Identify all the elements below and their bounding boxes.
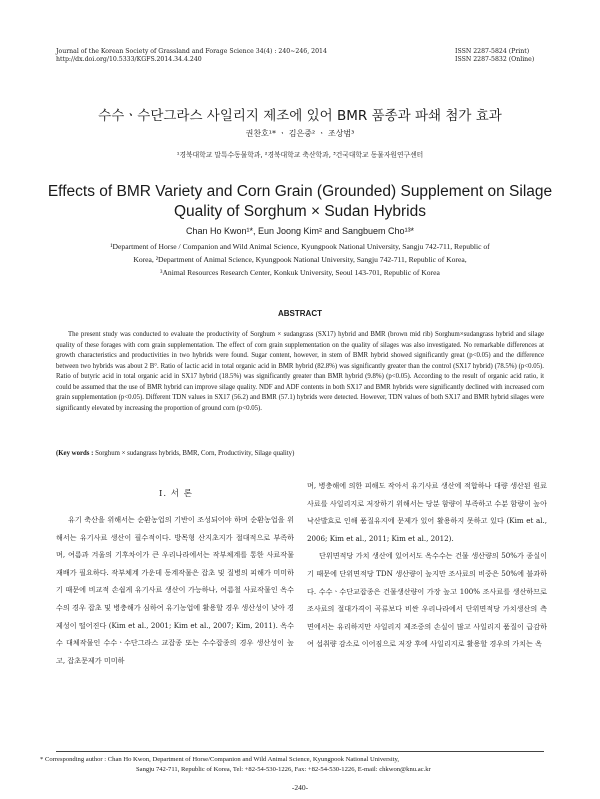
english-title — [40, 182, 560, 222]
english-affiliations — [55, 240, 545, 279]
english-title-line-2: Quality of Sorghum × Sudan Hybrids — [173, 203, 426, 220]
journal-citation: Journal of the Korean Society of Grassland and Forage Science 34(4) : 240~246, 2014 — [56, 48, 327, 55]
abstract-heading: ABSTRACT — [278, 309, 322, 318]
keywords — [56, 450, 544, 457]
korean-affiliations: ¹경북대학교 말특수동물학과, ²경북대학교 축산학과, ³건국대학교 동물자원연구센터 — [176, 151, 424, 159]
intro-paragraph-2: 단위면적당 가치 생산에 있어서도 옥수수는 건물 생산량의 50%가 종실이기 때문에 단위면적당 TDN 생산량이 높지만 조사료의 비중은 50%에 불과하다. 수수ㆍ수단교잡종은 건물생산량이 가장 높고 100% 조사료를 생산하므로 조사료의 절대가격이 곡류보다 비싼 우리나라에서 단위면적당 가치생산의 측면에서는 유리하지만 사일리지 제조중의 손실이 많고 사일리지 품질이 급감하여 섭취량 감소로 이어짐으로 저장 후에 사일리지로 활용할 경우의 가치는 옥 — [307, 551, 547, 649]
affiliation-line-1: ¹Department of Horse / Companion and Wild Animal Science, Kyungpook National University, Sangju 742-711, Republic of — [110, 242, 490, 251]
issn-online: ISSN 2287-5832 (Online) — [455, 56, 535, 63]
affiliation-line-3: ³Animal Resources Research Center, Konkuk University, Seoul 143-701, Republic of Korea — [160, 268, 440, 277]
korean-title: 수수ㆍ수단그라스 사일리지 제조에 있어 BMR 품종과 파쇄 첨가 효과 — [98, 108, 502, 124]
english-title-line-1: Effects of BMR Variety and Corn Grain (Grounded) Supplement on Silage — [47, 183, 553, 200]
intro-paragraph-continued: 며, 병충해에 의한 피해도 작아서 유기사료 생산에 적합하나 대량 생산된 원료사료를 사일리지로 저장하기 위해서는 당분 함량이 부족하고 수분 함량이 높아 낙산발효로 인해 품질유지에 문제가 있어 활용하지 못하고 있다 (Kim et al., 2006; Kim et al., 2011; Kim et al., 2012). — [307, 481, 547, 543]
section-title-introduction: Ⅰ. 서 론 — [159, 489, 193, 499]
issn-print: ISSN 2287-5824 (Print) — [455, 48, 530, 55]
english-authors: Chan Ho Kwon¹*, Eun Joong Kim² and Sangbuem Cho¹³* — [185, 226, 415, 236]
abstract-text: The present study was conducted to evaluate the productivity of Sorghum × sudangrass (SX17) hybrid and BMR (brown mid rib) Sorghum×sudangrass hybrid and silage quality of these forages with corn grain supplementation. The effect of corn grain supplementation on the quality of silages was also investigated. No remarkable differences at growth characteristics and productivities in two hybrids were found. Sugar content, however, in stem of BMR hybrid showed significantly great (p<0.05) and the difference between two hybrids was about 2 B°. Ratio of lactic acid in total organic acid in BMR hybrid (82.8%) was significantly greater than the control (SX17 hybrid) (78.5%) (p<0.05). Ratio of butyric acid in total organic acid in SX17 hybrid (18.5%) was significantly greater than BMR hybrid (9.8%) (p<0.05). According to the result of organic acid ratio, it could be assumed that the use of BMR hybrid can improve silage quality. NDF and ADF contents in both SX17 and BMR hybrids were significantly declined with increased corn grain supplementation (p<0.05). Different TDN values in SX17 (56.2) and BMR (57.1) hybrids were detected. However, TDN values of both SX17 and BMR hybrid silages were significantly elevated by increasing the proportion of ground corn (p<0.05). — [56, 331, 544, 412]
page-number: -240- — [291, 783, 309, 792]
keywords-list: Sorghum × sudangrass hybrids, BMR, Corn, Productivity, Silage quality) — [93, 450, 295, 457]
keywords-label: (Key words : — [56, 450, 94, 457]
footnote-line-1: * Corresponding author : Chan Ho Kwon, Department of Horse/Companion and Wild Animal Science, Kyungpook National University, — [40, 756, 400, 763]
footnote-line-2: Sangju 742-711, Republic of Korea, Tel: +82-54-530-1226, Fax: +82-54-530-1226, E-mail: chkwon@knu.ac.kr — [136, 766, 431, 773]
footnote-divider — [56, 751, 544, 752]
affiliation-line-2: Korea, ²Department of Animal Science, Kyungpook National University, Sangju 742-711, Republic of Korea, — [133, 255, 467, 264]
corresponding-author-footnote — [40, 755, 560, 775]
intro-left-column: 유기 축산을 위해서는 순환농업의 기반이 조성되어야 하며 순환농업을 위해서는 유기사료 생산이 필수적이다. 방목형 산지초지가 절대적으로 부족하며, 여름과 겨울의 기후차이가 큰 우리나라에서는 작부체계를 통한 사료작물재배가 필요하다. 작부체계 가운데 동계작물은 잡초 및 질병의 피해가 미미하기 때문에 비교적 손쉽게 유기사료 생산이 가능하나, 여름철 사료작물인 옥수수의 경우 잡초 및 병충해가 심하여 유기농업에 활용할 경우 생산성이 낮아 경제성이 떨어진다 (Kim et al., 2001; Kim et al., 2007; Kim, 2011). 옥수수 대체작물인 수수ㆍ수단그라스 교잡종 또는 수수잡종의 경우 생산성이 높고, 잡초문제가 미미하 — [56, 515, 294, 665]
doi-link[interactable]: http://dx.doi.org/10.5333/KGFS.2014.34.4.240 — [56, 56, 202, 63]
intro-right-column — [307, 477, 547, 653]
korean-authors: 권찬호¹* ㆍ 김은중² ㆍ 조상범³ — [245, 129, 355, 138]
